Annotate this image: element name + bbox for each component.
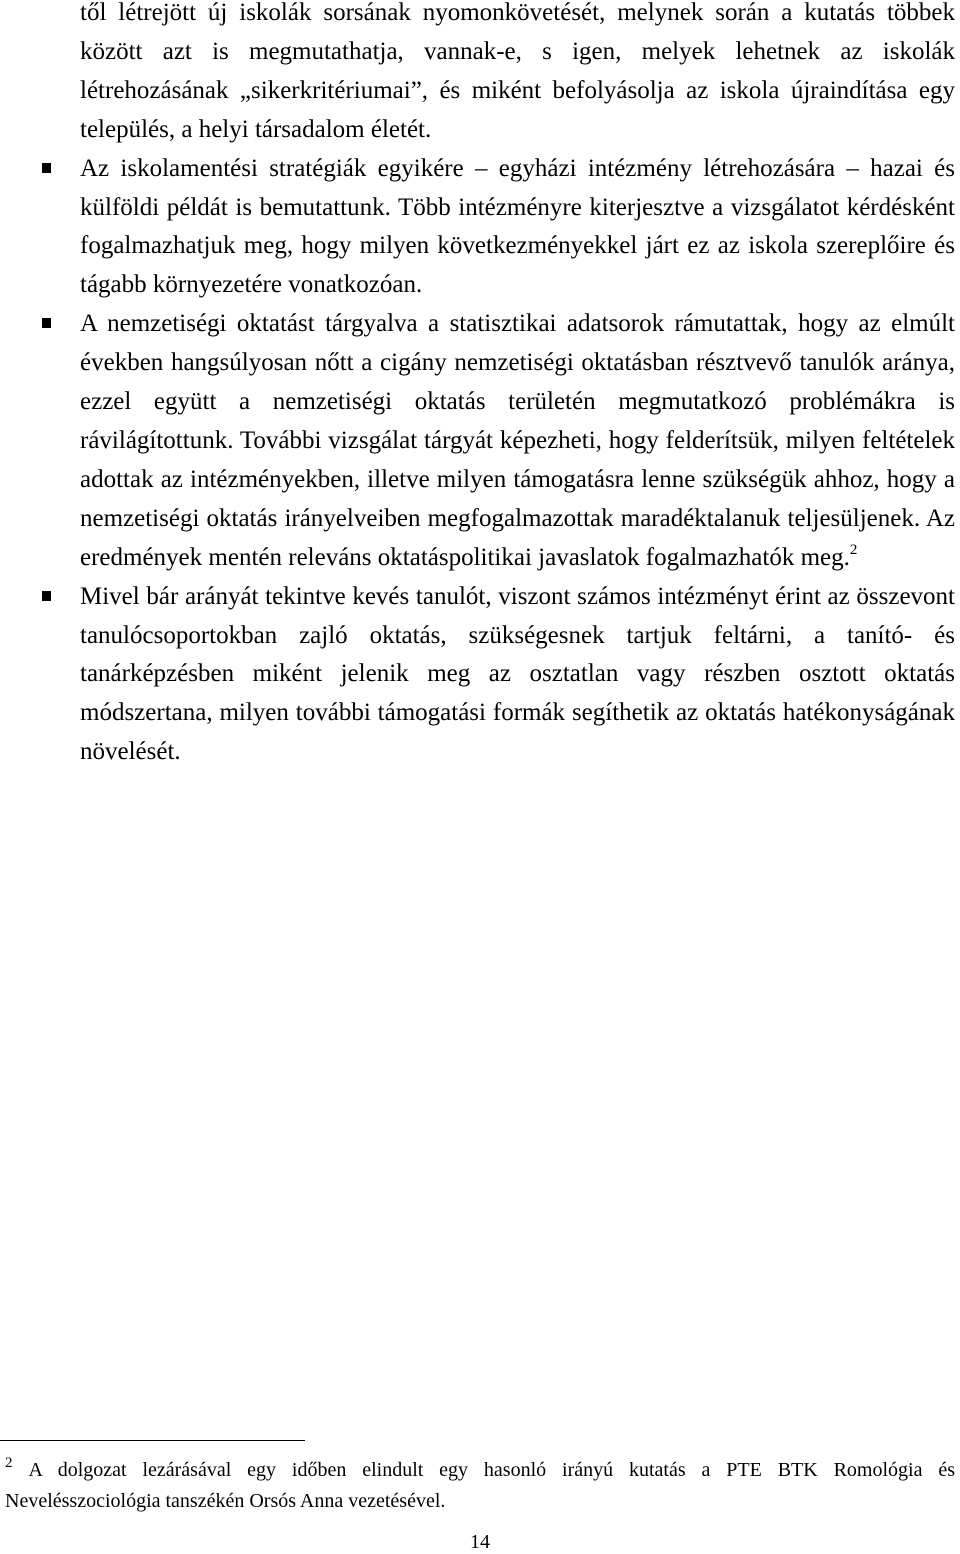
footnote-separator <box>0 1440 305 1441</box>
footnote-reference[interactable]: 2 <box>849 541 858 558</box>
square-bullet-icon <box>42 591 51 601</box>
list-item-text: A nemzetiségi oktatást tárgyalva a statisztikai adatsorok rámutattak, hogy az elmúlt években hangsúlyosan nőtt a cigány nemzetiségi oktatásban résztvevő tanulók aránya, ezzel együtt a nemzetiségi oktatás területén megmutatkozó problémákra is rávilágítottunk. További vizsgálat tárgyát képezheti, hogy felderítsük, milyen feltételek adottak az intézményekben, illetve milyen támogatásra lenne szükségük ahhoz, hogy a nemzetiségi oktatás irányelveiben megfogalmazottak maradéktalanuk teljesüljenek. Az eredmények mentén releváns oktatáspolitikai javaslatok fogalmazhatók meg. <box>80 310 955 571</box>
footnote-number: 2 <box>5 1455 13 1471</box>
list-item-text: Az iskolamentési stratégiák egyikére – egyházi intézmény létrehozására – hazai és külföldi példát is bemutattunk. Több intézményre kiterjesztve a vizsgálatot kérdésként fogalmazhatjuk meg, hogy milyen következményekkel járt ez az iskola szereplőire és tágabb környezetére vonatkozóan. <box>80 154 955 299</box>
footnote <box>5 1456 955 1516</box>
list-item <box>80 305 955 577</box>
list-item <box>80 150 955 306</box>
body-text <box>80 0 955 772</box>
square-bullet-icon <box>42 318 51 328</box>
bullet-list <box>80 150 955 773</box>
list-item-text: Mivel bár arányát tekintve kevés tanulót, viszont számos intézményt érint az összevont tanulócsoportokban zajló oktatás, szükségesnek tartjuk feltárni, a tanító- és tanárképzésben miként jelenik meg az osztatlan vagy részben osztott oktatás módszertana, milyen további támogatási formák segíthetik az oktatás hatékonyságának növelését. <box>80 582 955 766</box>
footnote-text: A dolgozat lezárásával egy időben elindult egy hasonló irányú kutatás a PTE BTK Romológia és Nevelésszociológia tanszékén Orsós Anna vezetésével. <box>5 1459 955 1512</box>
footnote-paragraph <box>5 1456 955 1516</box>
square-bullet-icon <box>42 163 51 173</box>
page-number: 14 <box>470 1531 490 1553</box>
list-item <box>80 578 955 773</box>
intro-paragraph: től létrejött új iskolák sorsának nyomonkövetését, melynek során a kutatás többek között azt is megmutathatja, vannak-e, s igen, melyek lehetnek az iskolák létrehozásának „sikerkritériumai”, és miként befolyásolja az iskola újraindítása egy település, a helyi társadalom életét. <box>80 0 955 143</box>
